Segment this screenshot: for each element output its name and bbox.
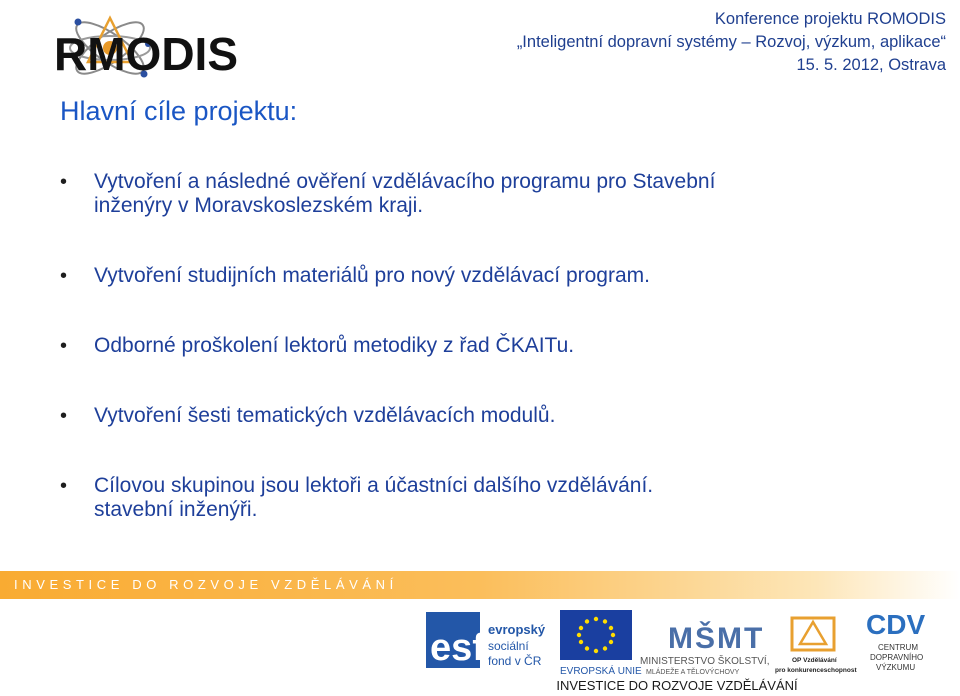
list-item: • Odborné proškolení lektorů metodiky z řad ČKAITu. [60,334,575,357]
logo-wordmark: RMODIS [54,28,238,80]
esf-logo [426,612,546,669]
svg-text:EVROPSKÁ UNIE: EVROPSKÁ UNIE [560,666,642,677]
list-item: • Cílovou skupinou jsou lektoři a účastníci dalšího vzdělávání. stavební inženýři. [60,474,654,521]
bullet-icon: • [60,171,68,193]
goals-list [60,170,920,522]
investment-band [0,571,960,599]
bullet-icon: • [60,335,68,357]
op-logo [775,618,857,674]
list-item: • Vytvoření a následné ověření vzdělávacího programu pro Stavební inženýry v Moravskoslezském kraji. [60,170,716,217]
svg-text:OP Vzdělávání: OP Vzdělávání [792,657,837,664]
bullet-icon: • [60,405,68,427]
svg-text:DOPRAVNÍHO: DOPRAVNÍHO [870,653,924,662]
list-item: • Vytvoření studijních materiálů pro nový vzdělávací program. [60,264,650,287]
svg-text:CENTRUM: CENTRUM [878,643,918,652]
slide-title: Hlavní cíle projektu: [60,96,298,126]
conference-date: 15. 5. 2012, Ostrava [796,56,946,74]
footer-caption: INVESTICE DO ROZVOJE VZDĚLÁVÁNÍ [556,678,798,693]
msmt-logo [640,621,769,676]
svg-text:esf: esf [430,627,485,669]
bullet-icon: • [60,265,68,287]
svg-text:MLÁDEŽE A TĚLOVÝCHOVY: MLÁDEŽE A TĚLOVÝCHOVY [646,669,740,676]
cdv-logo [866,609,925,672]
svg-text:sociální: sociální [488,639,529,653]
conference-subtitle: „Inteligentní dopravní systémy – Rozvoj, výzkum, aplikace“ [516,33,946,51]
band-text: INVESTICE DO ROZVOJE VZDĚLÁVÁNÍ [14,577,398,592]
conference-name: Konference projektu ROMODIS [714,10,946,28]
list-item: • Vytvoření šesti tematických vzdělávacích modulů. [60,404,556,427]
svg-text:MŠMT: MŠMT [668,622,765,655]
conference-header [517,8,946,77]
romodis-logo [48,4,280,92]
svg-text:evropský: evropský [488,622,546,637]
eu-flag-logo [560,610,642,677]
svg-text:fond v ČR: fond v ČR [488,654,542,668]
svg-text:CDV: CDV [866,609,926,640]
svg-text:VÝZKUMU: VÝZKUMU [876,663,916,672]
bullet-icon: • [60,475,68,497]
svg-text:pro konkurenceschopnost: pro konkurenceschopnost [775,667,857,674]
svg-text:MINISTERSTVO ŠKOLSTVÍ,: MINISTERSTVO ŠKOLSTVÍ, [640,656,770,667]
